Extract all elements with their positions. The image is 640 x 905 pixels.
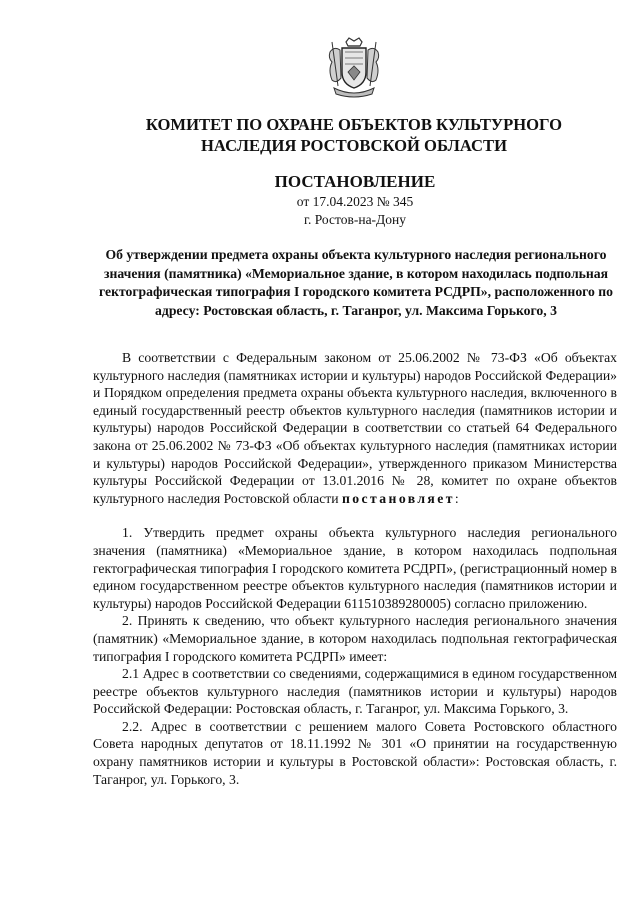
- document-type: ПОСТАНОВЛЕНИЕ: [274, 172, 436, 191]
- item-2-1: 2.1 Адрес в соответствии со сведениями, содержащимися в едином государственном реестре объектов культурного наследия (памятников истории и культуры) народов Российской Федерации: Ростовская область, г. Таганрог, ул. Максима Горького, 3.: [93, 666, 617, 717]
- preamble-paragraph: [93, 349, 617, 507]
- item-1: 1. Утвердить предмет охраны объекта культурного наследия регионального значения (памятника) «Мемориальное здание, в котором находилась подпольная гектографическая типография I городского комитета РСДРП», (регистрационный номер в едином государственном реестре объектов культурного наследия (памятников истории и культуры) народов Российской Федерации 611510389280005) согласно приложению.: [93, 525, 617, 611]
- preamble-text: В соответствии с Федеральным законом от 25.06.2002 № 73-ФЗ «Об объектах культурного наследия (памятниках истории и культуры) народов Российской Федерации» и Порядком определения предмета охраны объекта культурного наследия, включенного в единый государственный реестр объектов культурного наследия (памятников истории и культуры) народов Российской Федерации в соответствии со статьей 64 Федерального закона от 25.06.2002 № 73-ФЗ «Об объектах культурного наследия (памятниках истории и культуры) народов Российской Федерации», утвержденного приказом Министерства культуры Российской Федерации от 13.01.2016 № 28, комитет по охране объектов культурного наследия Ростовской области: [93, 350, 617, 506]
- coat-of-arms-icon: [326, 36, 382, 100]
- organization-name: КОМИТЕТ ПО ОХРАНЕ ОБЪЕКТОВ КУЛЬТУРНОГО НАСЛЕДИЯ РОСТОВСКОЙ ОБЛАСТИ: [145, 115, 563, 155]
- item-2-2: 2.2. Адрес в соответствии с решением малого Совета Ростовского областного Совета народных депутатов от 18.11.1992 № 301 «О принятии на государственную охрану памятников истории и культуры в Ростовской области»: Ростовская область, г. Таганрог, ул. Горького, 3.: [93, 718, 617, 787]
- document-date-number: от 17.04.2023 № 345: [296, 194, 414, 209]
- decree-word: постановляет: [342, 490, 455, 506]
- document-body: [93, 349, 617, 788]
- document-city: г. Ростов-на-Дону: [303, 212, 406, 227]
- item-2: 2. Принять к сведению, что объект культурного наследия регионального значения (памятник) «Мемориальное здание, в котором находилась подпольная гектографическая типография I городского комитета РСДРП» имеет:: [93, 613, 617, 664]
- document-subject: Об утверждении предмета охраны объекта культурного наследия регионального значения (памятника) «Мемориальное здание, в котором находилась подпольная гектографическая типография I городского комитета РСДРП», расположенного по адресу: Ростовская область, г. Таганрог, ул. Максима Горького, 3: [98, 247, 614, 318]
- preamble-end: :: [454, 490, 459, 506]
